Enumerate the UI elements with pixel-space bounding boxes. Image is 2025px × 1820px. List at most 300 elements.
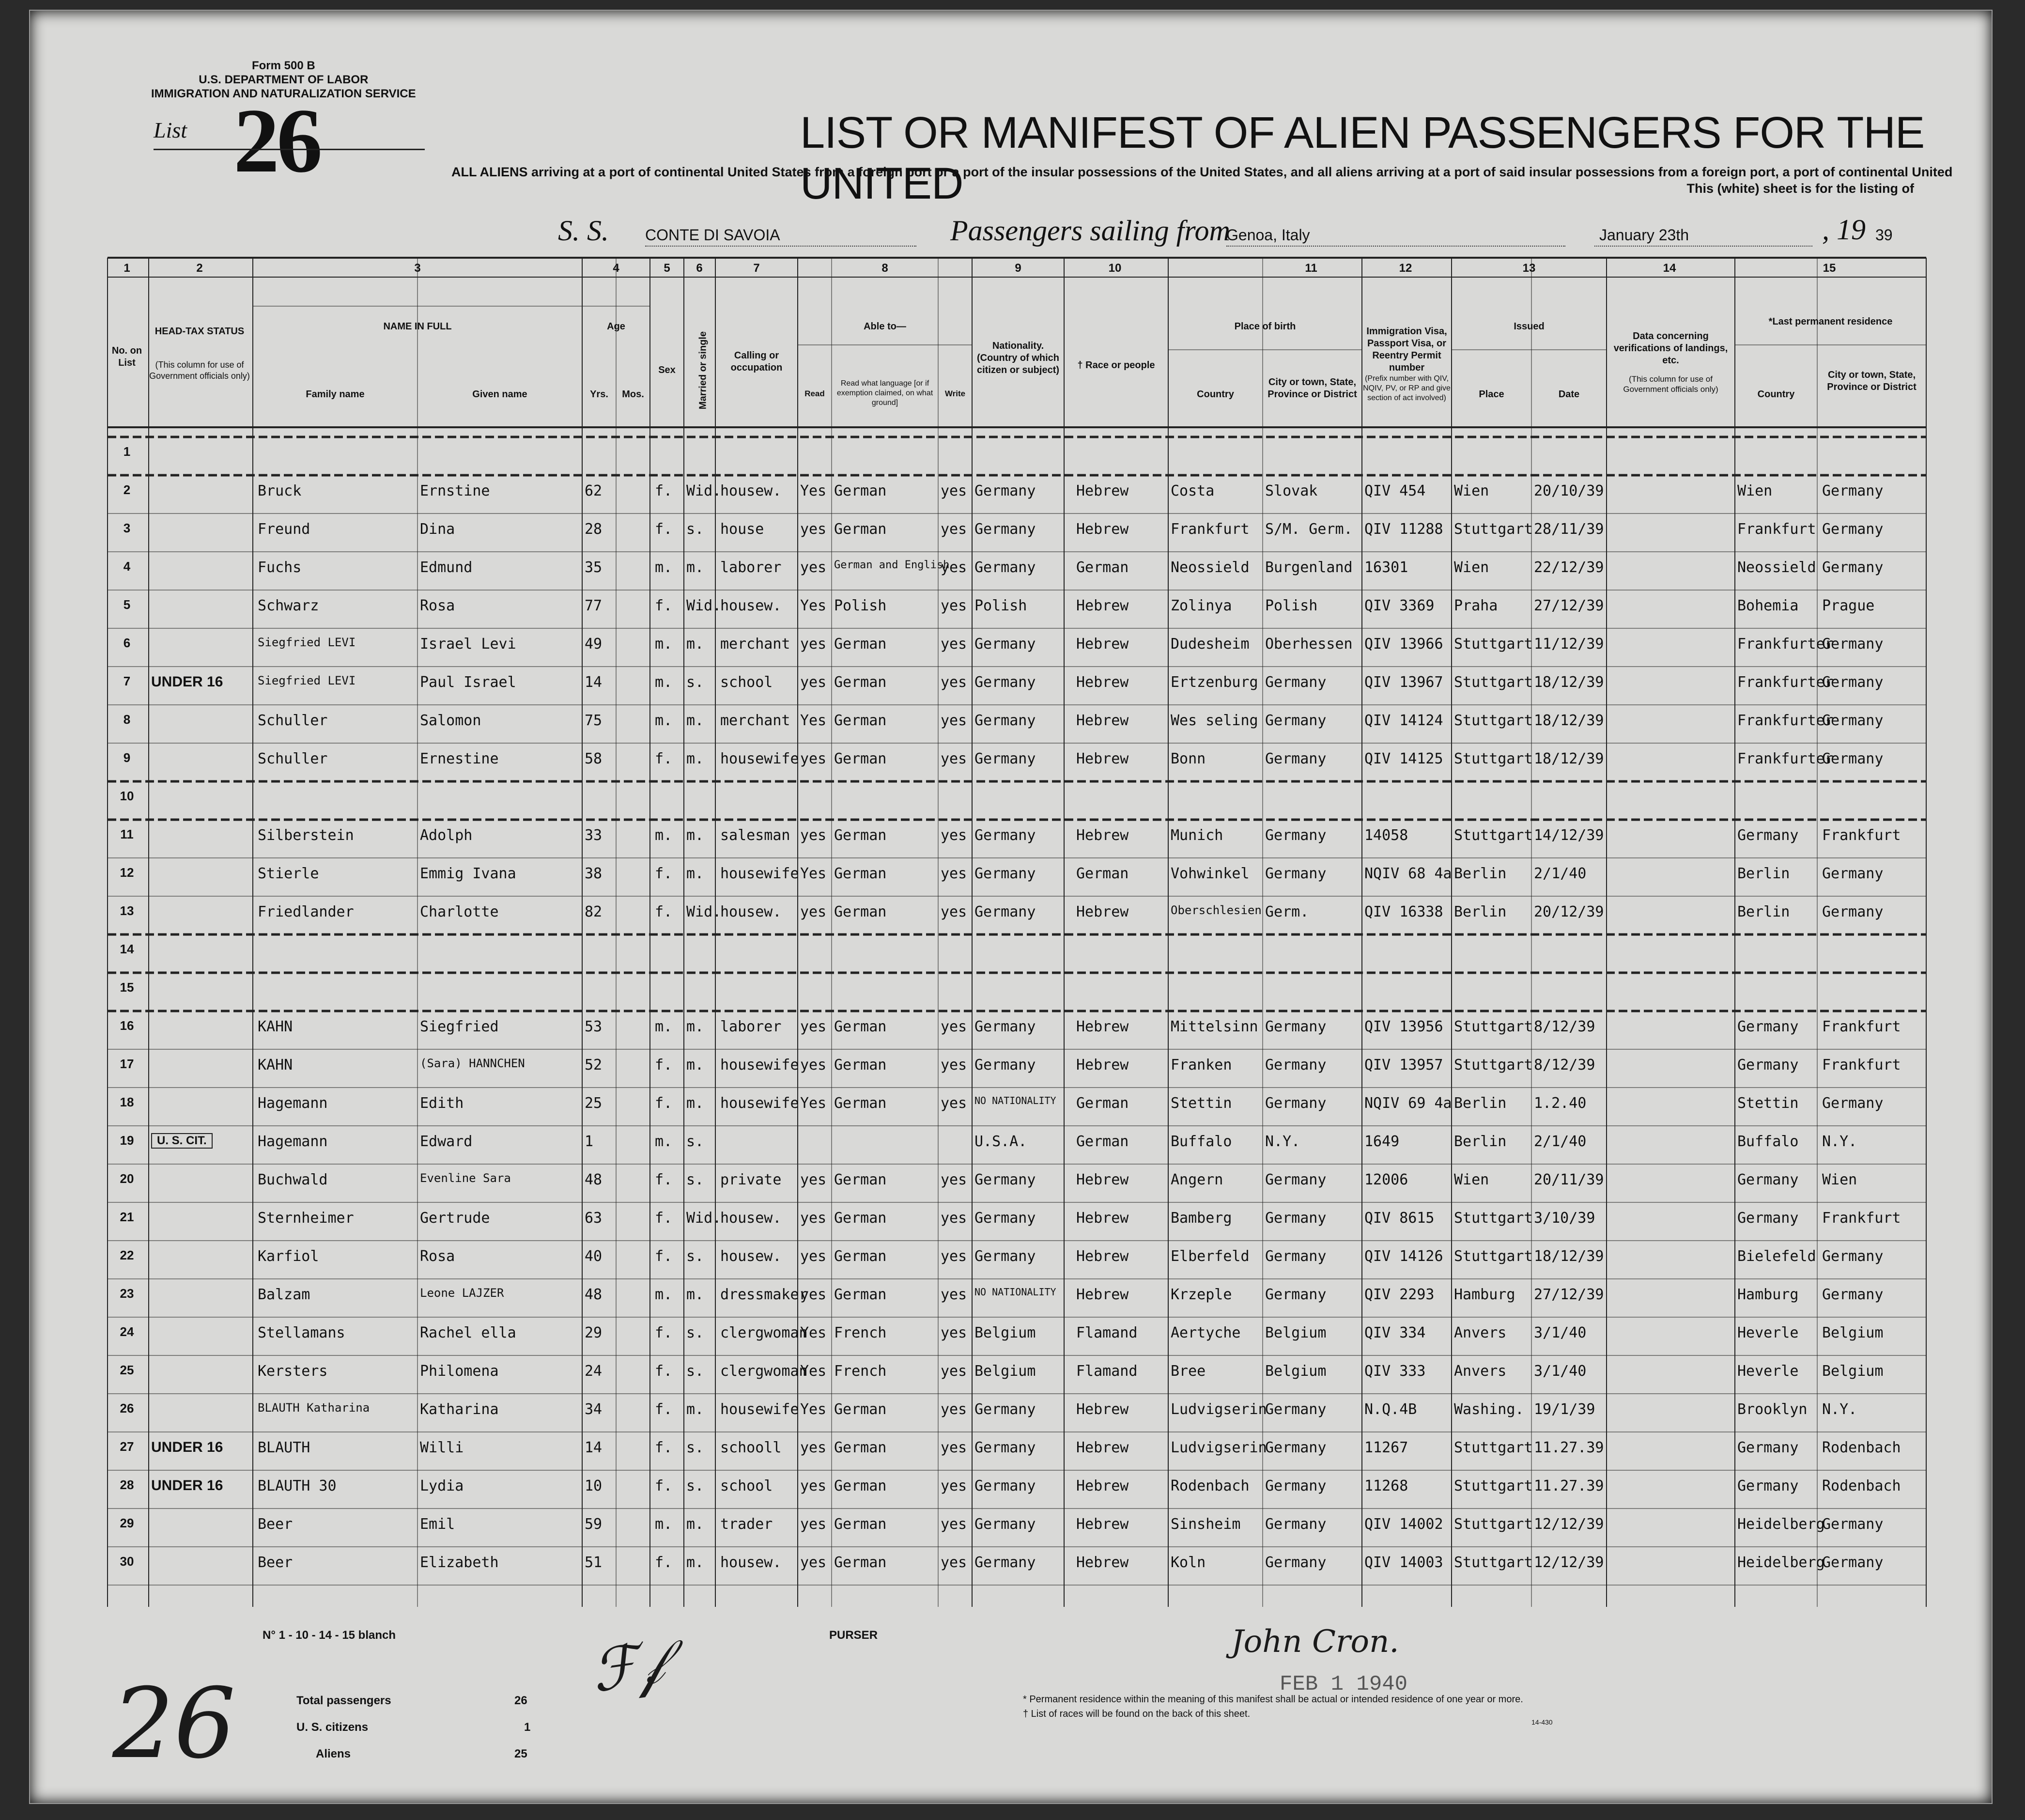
row-age: 34: [585, 1401, 603, 1418]
row-issued-date: 18/12/39: [1534, 712, 1604, 729]
sailing-from: Genoa, Italy: [1226, 226, 1310, 244]
row-number: 7: [123, 674, 131, 688]
row-family-name: Friedlander: [258, 903, 354, 920]
row-family-name: Freund: [258, 521, 310, 538]
row-number: 3: [123, 521, 131, 535]
row-occupation: housew.: [720, 1248, 782, 1265]
row-sex: f.: [655, 1057, 673, 1073]
row-number: 28: [120, 1478, 134, 1492]
row-marital-status: s.: [686, 1478, 704, 1494]
row-sex: f.: [655, 903, 673, 920]
row-given-name: Evenline Sara: [420, 1171, 511, 1185]
row-read: yes: [800, 1171, 827, 1188]
row-occupation: housewife: [720, 1095, 799, 1112]
row-number: 5: [123, 597, 131, 612]
row-birth-country: Bonn: [1171, 750, 1206, 767]
row-residence-country: Neossield: [1737, 559, 1816, 576]
row-visa: QIV 13956: [1364, 1018, 1443, 1035]
row-birth-country: Mittelsinn: [1171, 1018, 1258, 1035]
row-visa: QIV 13957: [1364, 1057, 1443, 1073]
row-given-name: Philomena: [420, 1363, 499, 1380]
row-age: 28: [585, 521, 603, 538]
row-birth-country: Ertzenburg: [1171, 674, 1258, 691]
row-residence-city: Germany: [1822, 1516, 1884, 1533]
row-number: 23: [120, 1286, 134, 1301]
row-birth-city: Germany: [1265, 750, 1327, 767]
row-issued-place: Wien: [1454, 1171, 1489, 1188]
row-race: German: [1076, 559, 1129, 576]
row-residence-country: Berlin: [1737, 903, 1790, 920]
row-marital-status: m.: [686, 865, 704, 882]
row-language: German: [834, 865, 887, 882]
row-birth-city: Polish: [1265, 597, 1318, 614]
row-residence-country: Germany: [1737, 1171, 1799, 1188]
row-issued-date: 3/10/39: [1534, 1210, 1595, 1227]
row-birth-city: Germany: [1265, 865, 1327, 882]
row-residence-city: Germany: [1822, 521, 1884, 538]
row-number: 18: [120, 1095, 134, 1109]
row-visa: 14058: [1364, 827, 1408, 844]
row-language: German: [834, 674, 887, 691]
row-occupation: housewife: [720, 865, 799, 882]
row-issued-date: 11/12/39: [1534, 636, 1604, 653]
row-write: yes: [941, 1478, 967, 1494]
row-number: 29: [120, 1516, 134, 1530]
row-family-name: Fuchs: [258, 559, 302, 576]
row-visa: QIV 454: [1364, 482, 1426, 499]
header-birth-city: City or town, State, Province or District: [1268, 377, 1357, 400]
row-birth-city: S/M. Germ.: [1265, 521, 1353, 538]
row-read: Yes: [800, 1363, 827, 1380]
row-birth-country: Bamberg: [1171, 1210, 1232, 1227]
row-number: 13: [120, 903, 134, 918]
row-given-name: Adolph: [420, 827, 473, 844]
form-code: 14-430: [1531, 1718, 1553, 1726]
year-suffix: 39: [1875, 226, 1893, 244]
row-family-name: Schuller: [258, 750, 328, 767]
row-issued-place: Stuttgart: [1454, 712, 1533, 729]
row-residence-city: Germany: [1822, 865, 1884, 882]
row-nationality: Polish: [974, 597, 1027, 614]
row-nationality: Germany: [974, 1516, 1036, 1533]
row-age: 24: [585, 1363, 603, 1380]
row-write: yes: [941, 636, 967, 653]
subtitle-2: This (white) sheet is for the listing of: [1686, 181, 1914, 196]
row-race: Hebrew: [1076, 1439, 1129, 1456]
row-issued-date: 20/12/39: [1534, 903, 1604, 920]
row-race: Hebrew: [1076, 1210, 1129, 1227]
row-occupation: school: [720, 1478, 773, 1494]
row-birth-city: Belgium: [1265, 1363, 1327, 1380]
row-nationality: Germany: [974, 636, 1036, 653]
row-language: German: [834, 1171, 887, 1188]
row-issued-place: Stuttgart: [1454, 1057, 1533, 1073]
row-visa: QIV 333: [1364, 1363, 1426, 1380]
row-occupation: merchant: [720, 636, 790, 653]
row-residence-country: Heverle: [1737, 1363, 1799, 1380]
row-number: 2: [123, 482, 131, 497]
row-residence-country: Bohemia: [1737, 597, 1799, 614]
row-residence-city: Germany: [1822, 750, 1884, 767]
row-birth-city: Germ.: [1265, 903, 1309, 920]
row-age: 33: [585, 827, 603, 844]
sailing-date: January 23th: [1599, 226, 1689, 244]
row-birth-city: Germany: [1265, 1018, 1327, 1035]
header-name-in-full: NAME IN FULL: [383, 321, 452, 332]
row-write: yes: [941, 482, 967, 499]
row-write: yes: [941, 750, 967, 767]
row-family-name: Schuller: [258, 712, 328, 729]
row-write: yes: [941, 597, 967, 614]
row-family-name: BLAUTH Katharina: [258, 1401, 370, 1415]
row-race: Hebrew: [1076, 1478, 1129, 1494]
row-nationality: Germany: [974, 1439, 1036, 1456]
row-issued-date: 28/11/39: [1534, 521, 1604, 538]
header-res-country: Country: [1757, 389, 1795, 400]
column-number: 13: [1522, 262, 1536, 275]
row-occupation: housewife: [720, 1057, 799, 1073]
row-number: 10: [120, 789, 134, 803]
date-stamp: FEB 1 1940: [1280, 1672, 1408, 1696]
row-family-name: Kersters: [258, 1363, 328, 1380]
row-occupation: housew.: [720, 1554, 782, 1571]
row-birth-country: Frankfurt: [1171, 521, 1250, 538]
row-language: French: [834, 1363, 887, 1380]
row-sex: f.: [655, 1478, 673, 1494]
year-prefix: , 19: [1822, 214, 1866, 246]
row-number: 21: [120, 1210, 134, 1224]
row-sex: f.: [655, 597, 673, 614]
row-write: yes: [941, 1171, 967, 1188]
row-birth-country: Elberfeld: [1171, 1248, 1250, 1265]
row-number: 9: [123, 750, 131, 765]
row-visa: 16301: [1364, 559, 1408, 576]
row-occupation: clergwoman: [720, 1363, 808, 1380]
row-marital-status: s.: [686, 1439, 704, 1456]
blank-rows-note: N° 1 - 10 - 14 - 15 blanch: [263, 1629, 396, 1642]
row-sex: m.: [655, 1018, 673, 1035]
row-family-name: Siegfried LEVI: [258, 674, 356, 687]
row-read: yes: [800, 1248, 827, 1265]
aliens-value: 25: [514, 1747, 527, 1760]
row-residence-country: Bielefeld: [1737, 1248, 1816, 1265]
row-issued-place: Berlin: [1454, 1095, 1507, 1112]
row-residence-country: Heidelberg: [1737, 1554, 1825, 1571]
row-marital-status: m.: [686, 1554, 704, 1571]
row-marital-status: m.: [686, 1018, 704, 1035]
row-read: Yes: [800, 482, 827, 499]
row-issued-place: Stuttgart: [1454, 674, 1533, 691]
row-birth-city: Germany: [1265, 1401, 1327, 1418]
row-family-name: Beer: [258, 1554, 293, 1571]
sailing-label: Passengers sailing from: [950, 215, 1230, 247]
row-issued-place: Stuttgart: [1454, 636, 1533, 653]
header-write: Write: [944, 389, 966, 398]
row-age: 49: [585, 636, 603, 653]
row-residence-city: Germany: [1822, 712, 1884, 729]
row-age: 25: [585, 1095, 603, 1112]
row-visa: QIV 11288: [1364, 521, 1443, 538]
row-birth-city: Germany: [1265, 1248, 1327, 1265]
row-sex: m.: [655, 1516, 673, 1533]
row-visa: QIV 13966: [1364, 636, 1443, 653]
row-number: 6: [123, 636, 131, 650]
row-issued-place: Berlin: [1454, 1133, 1507, 1150]
row-visa: QIV 13967: [1364, 674, 1443, 691]
row-marital-status: Wid.: [686, 903, 722, 920]
row-birth-country: Franken: [1171, 1057, 1232, 1073]
row-issued-date: 19/1/39: [1534, 1401, 1595, 1418]
purser-label: PURSER: [829, 1629, 878, 1642]
row-marital-status: Wid.: [686, 1210, 722, 1227]
row-issued-place: Stuttgart: [1454, 750, 1533, 767]
row-residence-country: Brooklyn: [1737, 1401, 1808, 1418]
row-occupation: laborer: [720, 559, 782, 576]
header-place-of-birth: Place of birth: [1234, 321, 1296, 332]
row-residence-city: Germany: [1822, 1286, 1884, 1303]
row-age: 38: [585, 865, 603, 882]
row-issued-date: 18/12/39: [1534, 674, 1604, 691]
row-visa: QIV 3369: [1364, 597, 1435, 614]
row-sex: m.: [655, 674, 673, 691]
row-residence-city: Frankfurt: [1822, 1057, 1901, 1073]
row-marital-status: m.: [686, 1095, 704, 1112]
row-family-name: KAHN: [258, 1018, 293, 1035]
header-last-residence: *Last permanent residence: [1768, 316, 1893, 327]
row-read: yes: [800, 674, 827, 691]
column-number: 12: [1399, 262, 1412, 275]
header-family-name: Family name: [306, 389, 365, 400]
header-read: Read: [804, 389, 825, 398]
row-visa: NQIV 68 4a: [1364, 865, 1452, 882]
row-age: 14: [585, 1439, 603, 1456]
row-nationality: Germany: [974, 1057, 1036, 1073]
row-language: German: [834, 482, 887, 499]
row-marital-status: m.: [686, 636, 704, 653]
row-issued-date: 1.2.40: [1534, 1095, 1587, 1112]
row-age: 53: [585, 1018, 603, 1035]
row-family-name: Sternheimer: [258, 1210, 354, 1227]
header-birth-country: Country: [1197, 389, 1234, 400]
header-nationality: Nationality. (Country of which citizen or subject): [976, 341, 1060, 375]
row-write: yes: [941, 1095, 967, 1112]
row-given-name: Katharina: [420, 1401, 499, 1418]
row-number: 26: [120, 1401, 134, 1416]
row-given-name: Willi: [420, 1439, 464, 1456]
row-race: Hebrew: [1076, 1057, 1129, 1073]
row-race: Hebrew: [1076, 1554, 1129, 1571]
row-residence-country: Stettin: [1737, 1095, 1799, 1112]
row-birth-city: Germany: [1265, 1057, 1327, 1073]
total-passengers-value: 26: [514, 1694, 527, 1707]
row-given-name: Rosa: [420, 1248, 455, 1265]
header-able-to: Able to—: [864, 321, 906, 332]
row-birth-city: Germany: [1265, 1554, 1327, 1571]
row-visa: QIV 14126: [1364, 1248, 1443, 1265]
row-marital-status: m.: [686, 1057, 704, 1073]
column-number: 7: [753, 262, 760, 275]
row-residence-city: Germany: [1822, 1095, 1884, 1112]
row-sex: f.: [655, 1210, 673, 1227]
row-birth-country: Rodenbach: [1171, 1478, 1250, 1494]
row-nationality: NO NATIONALITY: [974, 1095, 1056, 1106]
row-residence-country: Germany: [1737, 1057, 1799, 1073]
row-residence-city: Frankfurt: [1822, 1210, 1901, 1227]
row-birth-city: N.Y.: [1265, 1133, 1300, 1150]
row-read: yes: [800, 1516, 827, 1533]
row-age: 35: [585, 559, 603, 576]
row-occupation: merchant: [720, 712, 790, 729]
row-residence-city: Germany: [1822, 674, 1884, 691]
row-issued-date: 20/10/39: [1534, 482, 1604, 499]
row-residence-city: N.Y.: [1822, 1401, 1857, 1418]
row-issued-place: Stuttgart: [1454, 1554, 1533, 1571]
row-language: German and English: [834, 559, 950, 571]
row-residence-country: Wien: [1737, 482, 1773, 499]
row-residence-city: Frankfurt: [1822, 1018, 1901, 1035]
row-given-name: Paul Israel: [420, 674, 516, 691]
row-birth-city: Germany: [1265, 674, 1327, 691]
header-landings: Data concerning verifications of landings, etc.: [1613, 331, 1728, 366]
row-issued-date: 18/12/39: [1534, 750, 1604, 767]
header-res-city: City or town, State, Province or District: [1827, 370, 1917, 392]
subtitle-1: ALL ALIENS arriving at a port of continental United States from a foreign port or a port of the insular possessions of the United States, and all aliens arriving at a port of said insular possessions from a foreign port, a port of continental United: [451, 165, 1953, 179]
row-write: yes: [941, 1057, 967, 1073]
row-sex: f.: [655, 1324, 673, 1341]
row-number: 8: [123, 712, 131, 727]
row-nationality: Germany: [974, 482, 1036, 499]
row-issued-place: Stuttgart: [1454, 1210, 1533, 1227]
row-issued-date: 2/1/40: [1534, 865, 1587, 882]
row-residence-country: Germany: [1737, 1018, 1799, 1035]
row-language: German: [834, 521, 887, 538]
row-given-name: Ernstine: [420, 482, 490, 499]
row-family-name: Balzam: [258, 1286, 310, 1303]
row-nationality: Germany: [974, 750, 1036, 767]
row-race: Hebrew: [1076, 1171, 1129, 1188]
row-sex: f.: [655, 750, 673, 767]
row-given-name: Lydia: [420, 1478, 464, 1494]
row-visa: N.Q.4B: [1364, 1401, 1417, 1418]
row-race: Hebrew: [1076, 597, 1129, 614]
row-sex: f.: [655, 1401, 673, 1418]
row-given-name: Edmund: [420, 559, 473, 576]
row-birth-city: Germany: [1265, 827, 1327, 844]
row-given-name: Gertrude: [420, 1210, 490, 1227]
row-age: 48: [585, 1171, 603, 1188]
row-sex: f.: [655, 1554, 673, 1571]
row-residence-country: Berlin: [1737, 865, 1790, 882]
row-language: German: [834, 1210, 887, 1227]
row-nationality: U.S.A.: [974, 1133, 1027, 1150]
row-given-name: Siegfried: [420, 1018, 499, 1035]
row-race: Hebrew: [1076, 1401, 1129, 1418]
row-issued-place: Anvers: [1454, 1324, 1507, 1341]
us-citizens-value: 1: [524, 1721, 531, 1734]
row-language: German: [834, 903, 887, 920]
row-marital-status: m.: [686, 1401, 704, 1418]
row-sex: f.: [655, 521, 673, 538]
row-issued-place: Stuttgart: [1454, 1018, 1533, 1035]
row-age: 52: [585, 1057, 603, 1073]
row-given-name: Edward: [420, 1133, 473, 1150]
row-given-name: Edith: [420, 1095, 464, 1112]
row-read: Yes: [800, 1095, 827, 1112]
row-issued-place: Stuttgart: [1454, 521, 1533, 538]
row-occupation: housewife: [720, 1401, 799, 1418]
row-marital-status: Wid.: [686, 482, 722, 499]
row-occupation: housew.: [720, 903, 782, 920]
row-nationality: Germany: [974, 521, 1036, 538]
row-age: 59: [585, 1516, 603, 1533]
header-visa-note: (Prefix number with QIV, NQIV, PV, or RP and give section of act involved): [1363, 374, 1451, 402]
row-family-name: Hagemann: [258, 1095, 328, 1112]
column-number: 8: [881, 262, 888, 275]
row-visa: QIV 8615: [1364, 1210, 1435, 1227]
row-nationality: Germany: [974, 1210, 1036, 1227]
header-visa: Immigration Visa, Passport Visa, or Reentry Permit number: [1366, 326, 1447, 373]
row-birth-country: Neossield: [1171, 559, 1250, 576]
row-issued-date: 18/12/39: [1534, 1248, 1604, 1265]
row-number: 14: [120, 942, 134, 956]
row-residence-country: Heverle: [1737, 1324, 1799, 1341]
row-number: 1: [123, 444, 131, 459]
row-read: yes: [800, 1210, 827, 1227]
row-visa: QIV 14002: [1364, 1516, 1443, 1533]
row-issued-date: 11.27.39: [1534, 1439, 1604, 1456]
row-birth-city: Germany: [1265, 1171, 1327, 1188]
row-language: German: [834, 1095, 887, 1112]
row-residence-country: Buffalo: [1737, 1133, 1799, 1150]
row-race: Hebrew: [1076, 903, 1129, 920]
row-age: 63: [585, 1210, 603, 1227]
row-issued-place: Wien: [1454, 482, 1489, 499]
row-occupation: trader: [720, 1516, 773, 1533]
row-language: German: [834, 1401, 887, 1418]
footnote-races: † List of races will be found on the back of this sheet.: [1023, 1709, 1251, 1719]
row-number: 4: [123, 559, 131, 574]
row-language: German: [834, 1478, 887, 1494]
row-write: yes: [941, 903, 967, 920]
row-race: Hebrew: [1076, 636, 1129, 653]
row-birth-city: Oberhessen: [1265, 636, 1353, 653]
row-issued-place: Praha: [1454, 597, 1498, 614]
row-issued-date: 3/1/40: [1534, 1324, 1587, 1341]
row-given-name: Dina: [420, 521, 455, 538]
row-residence-country: Frankfurt: [1737, 521, 1816, 538]
row-nationality: Germany: [974, 1554, 1036, 1571]
row-residence-country: Frankfurter: [1737, 712, 1834, 729]
row-residence-country: Germany: [1737, 1439, 1799, 1456]
row-nationality: Germany: [974, 1018, 1036, 1035]
row-marital-status: m.: [686, 712, 704, 729]
header-married: Married or single: [697, 331, 709, 410]
row-issued-date: 3/1/40: [1534, 1363, 1587, 1380]
row-issued-date: 27/12/39: [1534, 1286, 1604, 1303]
row-issued-place: Berlin: [1454, 865, 1507, 882]
row-occupation: housew.: [720, 1210, 782, 1227]
row-residence-city: Germany: [1822, 559, 1884, 576]
row-sex: f.: [655, 1248, 673, 1265]
row-write: yes: [941, 1248, 967, 1265]
row-nationality: Germany: [974, 827, 1036, 844]
row-family-name: Silberstein: [258, 827, 354, 844]
row-sex: m.: [655, 1286, 673, 1303]
row-issued-place: Stuttgart: [1454, 1248, 1533, 1265]
row-age: 82: [585, 903, 603, 920]
row-issued-date: 12/12/39: [1534, 1516, 1604, 1533]
header-race: † Race or people: [1077, 360, 1155, 371]
